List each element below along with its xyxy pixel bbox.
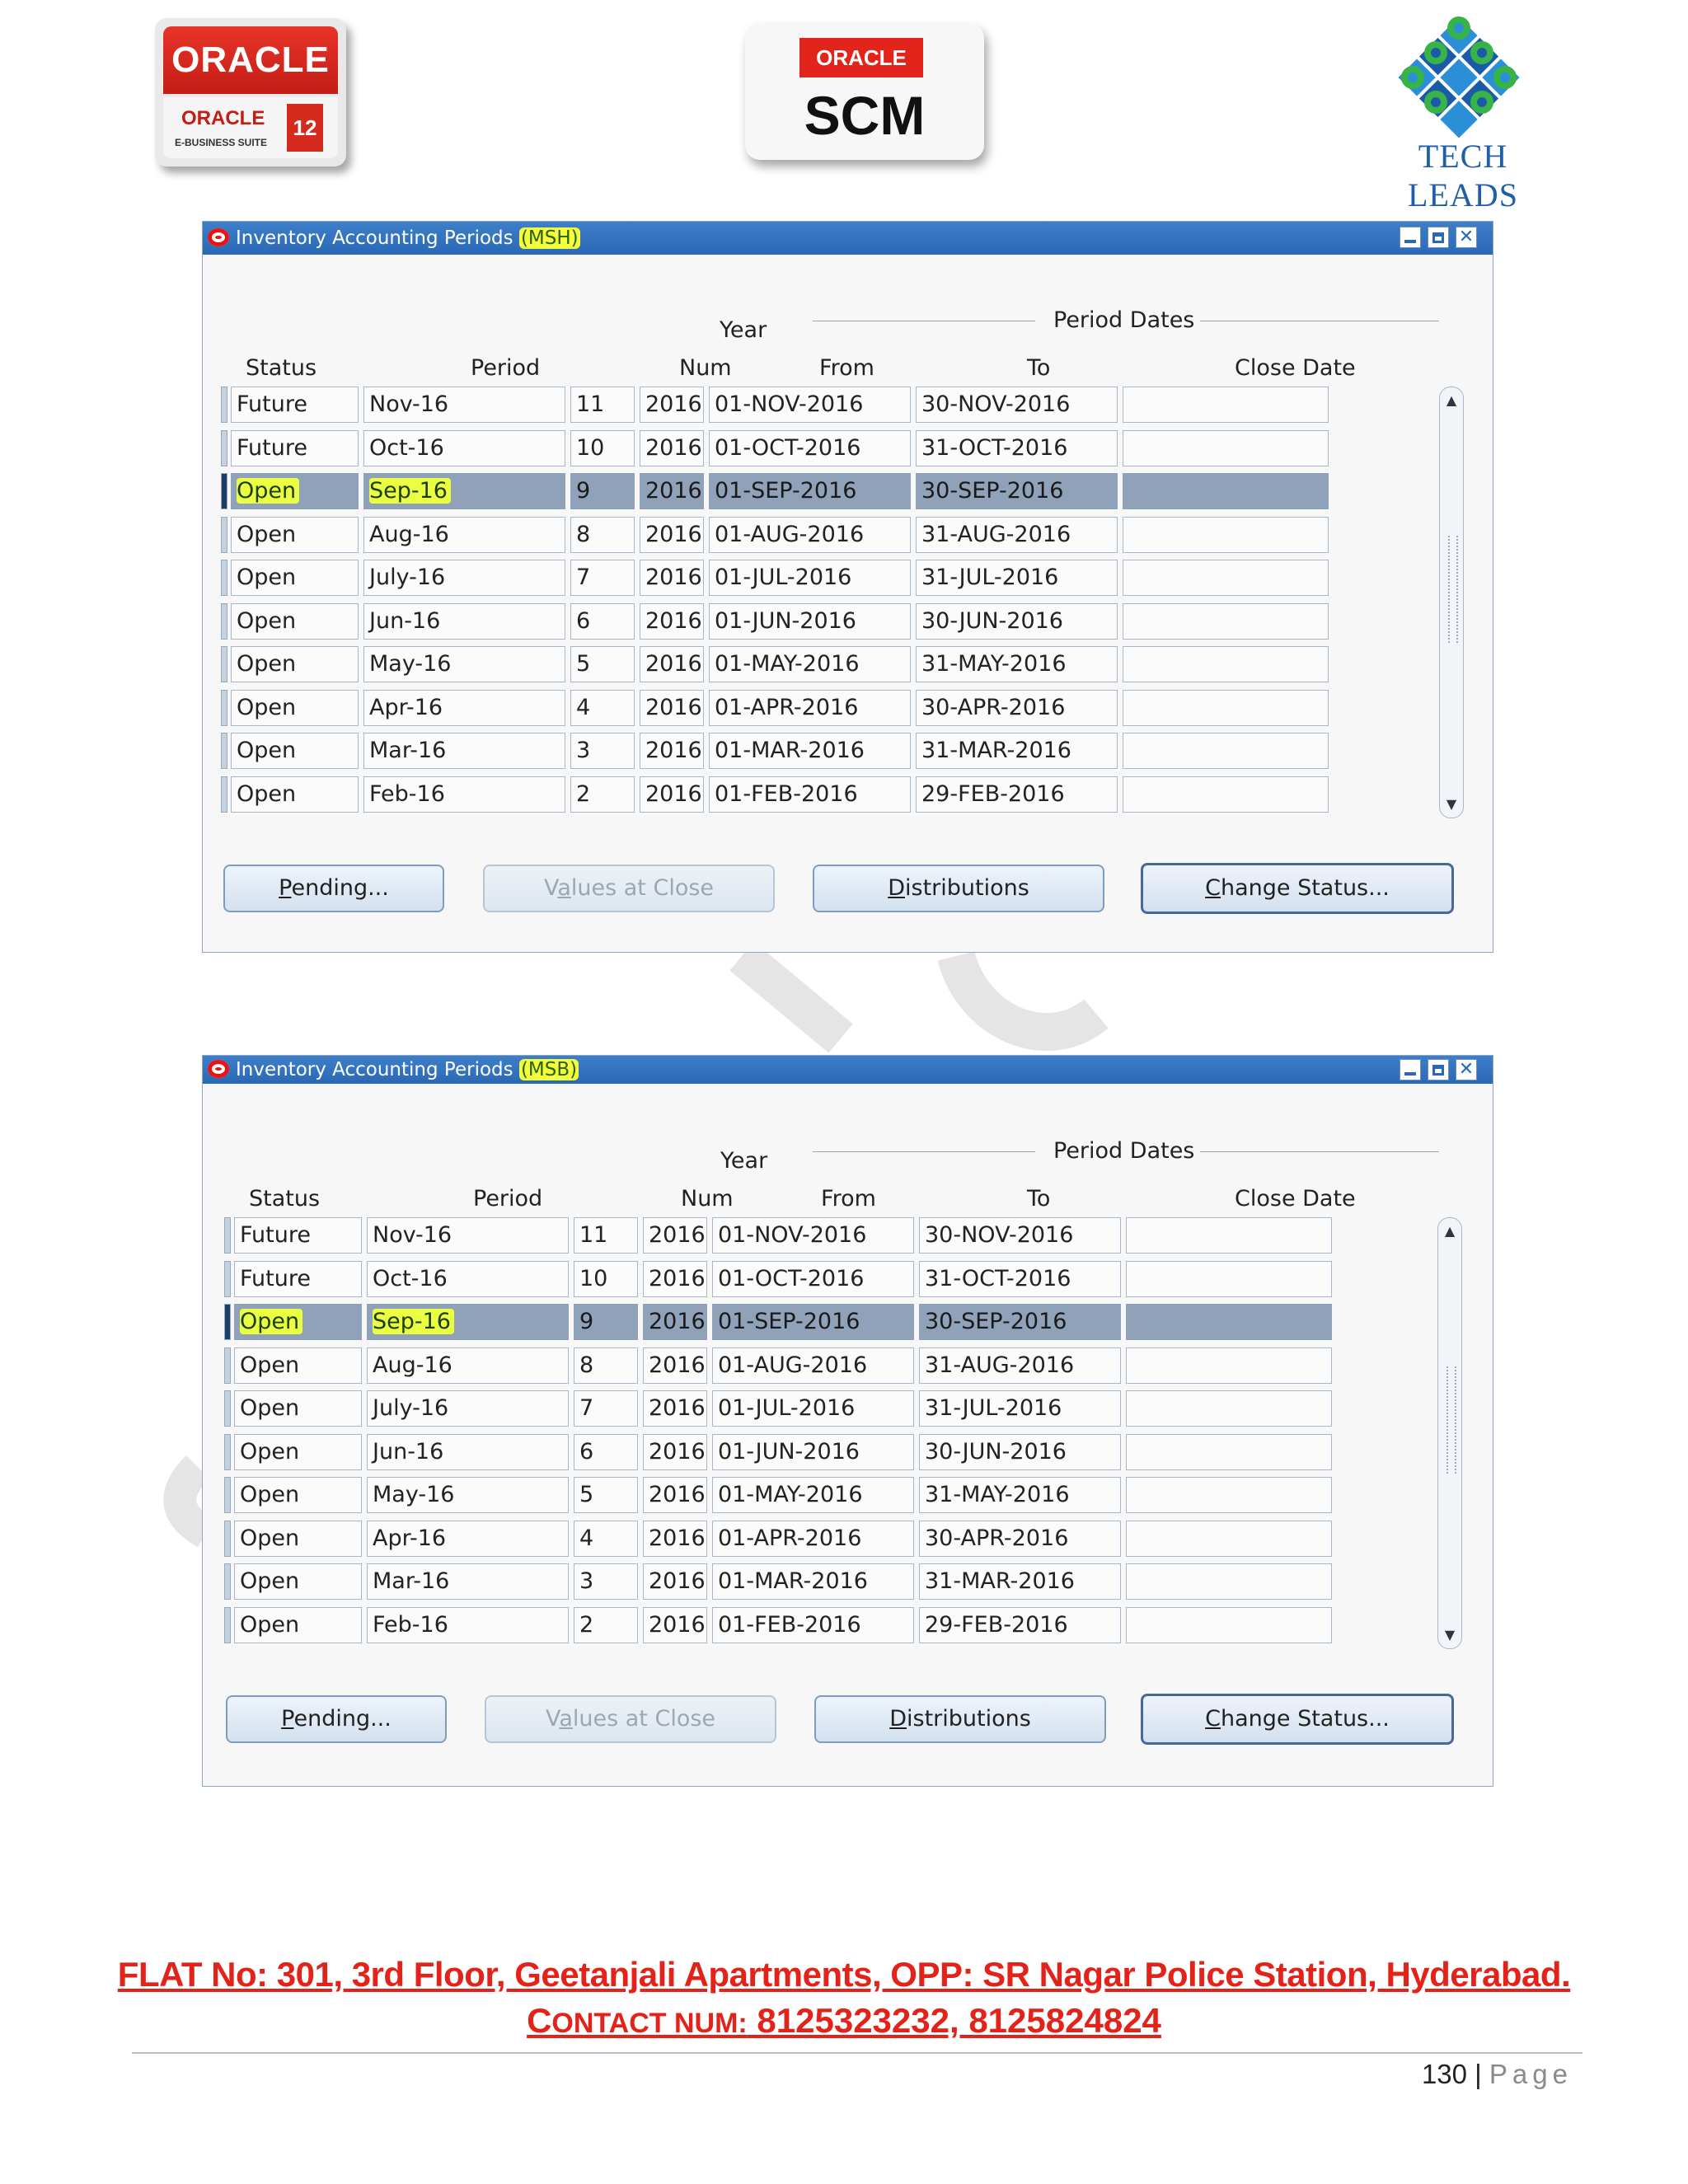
pending-button[interactable]: Pending...	[223, 865, 444, 912]
num-cell[interactable]: 2	[574, 1607, 638, 1643]
to-cell[interactable]: 30-NOV-2016	[919, 1217, 1121, 1254]
status-cell[interactable]: Open	[231, 517, 359, 553]
close-cell[interactable]	[1123, 560, 1329, 596]
table-row[interactable]	[224, 1261, 1447, 1299]
org-code-highlight: (MSB)	[520, 1059, 578, 1080]
year-cell[interactable]: 2016	[640, 430, 704, 466]
table-scrollbar[interactable]	[1439, 387, 1464, 818]
minimize-icon[interactable]	[1400, 1059, 1421, 1080]
close-cell[interactable]	[1123, 473, 1329, 509]
to-cell[interactable]: 31-MAR-2016	[916, 733, 1118, 769]
year-cell[interactable]: 2016	[643, 1521, 707, 1557]
to-cell[interactable]: 31-MAY-2016	[916, 646, 1118, 682]
table-row[interactable]	[224, 1304, 1447, 1342]
num-cell[interactable]: 10	[570, 430, 635, 466]
status-column-header: Status	[249, 1186, 321, 1212]
table-row[interactable]	[224, 1477, 1447, 1515]
num-cell[interactable]: 7	[570, 560, 635, 596]
close-cell[interactable]	[1123, 690, 1329, 726]
period-cell[interactable]: Feb-16	[363, 776, 565, 813]
year-cell[interactable]: 2016	[643, 1217, 707, 1254]
to-cell[interactable]: 30-APR-2016	[919, 1521, 1121, 1557]
close-cell[interactable]	[1126, 1434, 1332, 1470]
status-cell[interactable]: Open	[234, 1607, 362, 1643]
to-cell[interactable]: 31-MAR-2016	[919, 1563, 1121, 1600]
to-cell[interactable]: 30-APR-2016	[916, 690, 1118, 726]
period-cell[interactable]: May-16	[367, 1477, 569, 1513]
distributions-button[interactable]: Distributions	[814, 1695, 1106, 1743]
period-cell[interactable]: Aug-16	[363, 517, 565, 553]
to-cell[interactable]: 30-JUN-2016	[919, 1434, 1121, 1470]
org-code-highlight: (MSH)	[520, 227, 579, 249]
close-icon[interactable]: ✕	[1456, 227, 1477, 248]
table-row[interactable]	[224, 1347, 1447, 1385]
from-column-header: From	[819, 355, 874, 381]
from-cell[interactable]: 01-OCT-2016	[712, 1261, 914, 1297]
period-dates-line-left	[813, 1151, 1035, 1152]
minimize-icon[interactable]	[1400, 227, 1421, 248]
close-cell[interactable]	[1123, 603, 1329, 640]
table-row[interactable]	[224, 1563, 1447, 1601]
to-cell[interactable]: 29-FEB-2016	[916, 776, 1118, 813]
period-cell[interactable]: Apr-16	[367, 1521, 569, 1557]
num-cell[interactable]: 7	[574, 1390, 638, 1427]
period-dates-label: Period Dates	[1053, 307, 1195, 333]
row-selector[interactable]	[224, 1521, 231, 1557]
num-cell[interactable]: 2	[570, 776, 635, 813]
to-cell[interactable]: 30-SEP-2016	[916, 473, 1118, 509]
table-scrollbar[interactable]	[1437, 1217, 1462, 1649]
close-cell[interactable]	[1123, 776, 1329, 813]
year-cell[interactable]: 2016	[643, 1434, 707, 1470]
table-row[interactable]	[221, 517, 1443, 555]
year-group-label: Year	[720, 317, 767, 343]
close-cell[interactable]	[1126, 1304, 1332, 1340]
scm-oracle-badge: ORACLE	[799, 38, 923, 77]
close-cell[interactable]	[1126, 1477, 1332, 1513]
tech-leads-diamond-icon	[1360, 15, 1558, 138]
status-cell[interactable]: Future	[234, 1261, 362, 1297]
oracle-logo-subtext: ORACLE	[181, 107, 265, 129]
row-selector[interactable]	[221, 603, 227, 640]
row-selector[interactable]	[224, 1347, 231, 1384]
status-column-header: Status	[246, 355, 317, 381]
year-cell[interactable]: 2016	[640, 603, 704, 640]
scm-logo-text: SCM	[804, 85, 926, 146]
status-cell[interactable]: Future	[231, 430, 359, 466]
oracle-logo-text: ORACLE	[163, 26, 338, 94]
from-column-header: From	[821, 1186, 876, 1212]
change-status-button[interactable]: Change Status...	[1141, 1694, 1454, 1745]
table-row[interactable]	[221, 603, 1443, 641]
period-cell[interactable]: July-16	[363, 560, 565, 596]
table-row[interactable]	[224, 1217, 1447, 1255]
num-cell[interactable]: 3	[570, 733, 635, 769]
year-group-label: Year	[720, 1148, 768, 1174]
num-cell[interactable]: 6	[574, 1434, 638, 1470]
num-cell[interactable]: 11	[570, 387, 635, 423]
table-row[interactable]	[221, 387, 1443, 424]
year-cell[interactable]: 2016	[643, 1563, 707, 1600]
num-column-header: Num	[679, 355, 732, 381]
period-cell[interactable]: Mar-16	[367, 1563, 569, 1600]
from-cell[interactable]: 01-JUN-2016	[712, 1434, 914, 1470]
table-row[interactable]	[221, 776, 1443, 814]
status-cell[interactable]: Open	[234, 1563, 362, 1600]
from-cell[interactable]: 01-APR-2016	[712, 1521, 914, 1557]
from-cell[interactable]: 01-MAR-2016	[709, 733, 911, 769]
period-cell[interactable]: Aug-16	[367, 1347, 569, 1384]
from-cell[interactable]: 01-AUG-2016	[712, 1347, 914, 1384]
year-cell[interactable]: 2016	[643, 1261, 707, 1297]
table-row[interactable]	[221, 473, 1443, 511]
row-selector[interactable]	[221, 690, 227, 726]
close-cell[interactable]	[1126, 1607, 1332, 1643]
to-column-header: To	[1027, 355, 1051, 381]
num-cell[interactable]: 6	[570, 603, 635, 640]
period-dates-label: Period Dates	[1053, 1138, 1195, 1164]
status-cell[interactable]: Open	[234, 1521, 362, 1557]
footer-divider	[132, 2052, 1582, 2054]
table-row[interactable]	[221, 430, 1443, 468]
from-cell[interactable]: 01-OCT-2016	[709, 430, 911, 466]
from-cell[interactable]: 01-SEP-2016	[712, 1304, 914, 1340]
num-cell[interactable]: 9	[570, 473, 635, 509]
to-cell[interactable]: 30-SEP-2016	[919, 1304, 1121, 1340]
from-cell[interactable]: 01-AUG-2016	[709, 517, 911, 553]
tech-leads-text: TECH LEADS	[1408, 138, 1518, 213]
maximize-icon[interactable]	[1428, 227, 1449, 248]
oracle-window-icon	[208, 1060, 229, 1078]
footer-address: FLAT No: 301, 3rd Floor, Geetanjali Apartments, OPP: SR Nagar Police Station, Hyderabad.	[117, 1955, 1571, 1994]
scroll-down-icon[interactable]: ▼	[1446, 796, 1457, 812]
window-title: Inventory Accounting Periods (MSH)	[236, 227, 579, 249]
table-row[interactable]	[221, 560, 1443, 598]
num-cell[interactable]: 5	[574, 1477, 638, 1513]
row-selector[interactable]	[224, 1217, 231, 1254]
num-cell[interactable]: 3	[574, 1563, 638, 1600]
row-selector[interactable]	[224, 1607, 231, 1643]
year-cell[interactable]: 2016	[640, 646, 704, 682]
row-selector[interactable]	[224, 1390, 231, 1427]
close-cell[interactable]	[1126, 1390, 1332, 1427]
num-cell[interactable]: 8	[574, 1347, 638, 1384]
change-status-button[interactable]: Change Status...	[1141, 863, 1454, 914]
status-cell[interactable]: Open	[231, 733, 359, 769]
period-cell[interactable]: Apr-16	[363, 690, 565, 726]
period-cell[interactable]: Nov-16	[363, 387, 565, 423]
from-cell[interactable]: 01-FEB-2016	[712, 1607, 914, 1643]
tech-leads-logo	[1360, 15, 1558, 213]
from-cell[interactable]: 01-MAY-2016	[709, 646, 911, 682]
status-cell[interactable]: Open	[234, 1390, 362, 1427]
from-cell[interactable]: 01-JUN-2016	[709, 603, 911, 640]
window-title: Inventory Accounting Periods (MSB)	[236, 1059, 578, 1080]
num-cell[interactable]: 8	[570, 517, 635, 553]
row-selector[interactable]	[221, 430, 227, 466]
period-cell[interactable]: Mar-16	[363, 733, 565, 769]
row-selector[interactable]	[221, 517, 227, 553]
status-cell[interactable]: Open	[234, 1477, 362, 1513]
scroll-down-icon[interactable]: ▼	[1444, 1627, 1456, 1643]
num-column-header: Num	[681, 1186, 734, 1212]
scroll-up-icon[interactable]: ▲	[1444, 1223, 1456, 1239]
scroll-up-icon[interactable]: ▲	[1446, 392, 1457, 408]
close-cell[interactable]	[1123, 733, 1329, 769]
year-cell[interactable]: 2016	[640, 776, 704, 813]
year-cell[interactable]: 2016	[640, 733, 704, 769]
num-cell[interactable]: 4	[574, 1521, 638, 1557]
year-cell[interactable]: 2016	[640, 387, 704, 423]
close-cell[interactable]	[1126, 1521, 1332, 1557]
period-cell[interactable]: Oct-16	[363, 430, 565, 466]
from-cell[interactable]: 01-FEB-2016	[709, 776, 911, 813]
oracle-scm-logo	[745, 23, 984, 160]
period-column-header: Period	[473, 1186, 543, 1212]
oracle-ebs-logo	[155, 18, 346, 166]
close-icon[interactable]: ✕	[1456, 1059, 1477, 1080]
row-selector[interactable]	[221, 387, 227, 423]
year-cell[interactable]: 2016	[643, 1347, 707, 1384]
table-row[interactable]	[224, 1390, 1447, 1428]
close-cell[interactable]	[1126, 1217, 1332, 1254]
period-cell[interactable]: Jun-16	[363, 603, 565, 640]
from-cell[interactable]: 01-JUL-2016	[709, 560, 911, 596]
inventory-accounting-periods-window-msh	[202, 221, 1493, 953]
status-cell[interactable]: Future	[231, 387, 359, 423]
maximize-icon[interactable]	[1428, 1059, 1449, 1080]
table-row[interactable]	[221, 690, 1443, 728]
window-titlebar[interactable]	[203, 222, 1493, 255]
row-selector[interactable]	[221, 473, 227, 509]
period-cell[interactable]: Sep-16	[367, 1304, 569, 1340]
row-selector[interactable]	[221, 560, 227, 596]
status-cell[interactable]: Open	[231, 560, 359, 596]
num-cell[interactable]: 9	[574, 1304, 638, 1340]
to-cell[interactable]: 31-OCT-2016	[916, 430, 1118, 466]
to-cell[interactable]: 31-OCT-2016	[919, 1261, 1121, 1297]
to-cell[interactable]: 31-JUL-2016	[916, 560, 1118, 596]
scroll-grip-icon[interactable]	[1447, 1366, 1456, 1474]
window-titlebar[interactable]	[203, 1056, 1493, 1084]
to-cell[interactable]: 29-FEB-2016	[919, 1607, 1121, 1643]
to-cell[interactable]: 31-AUG-2016	[919, 1347, 1121, 1384]
row-selector[interactable]	[224, 1261, 231, 1297]
status-cell[interactable]: Open	[231, 646, 359, 682]
to-cell[interactable]: 31-AUG-2016	[916, 517, 1118, 553]
status-cell[interactable]: Open	[231, 776, 359, 813]
from-cell[interactable]: 01-APR-2016	[709, 690, 911, 726]
values-at-close-button[interactable]: Values at Close	[485, 1695, 776, 1743]
row-selector[interactable]	[221, 776, 227, 813]
ebs-logo-text: E-BUSINESS SUITE	[175, 137, 268, 148]
pending-button[interactable]: Pending...	[226, 1695, 447, 1743]
status-cell[interactable]: Open	[234, 1347, 362, 1384]
status-cell[interactable]: Open	[231, 690, 359, 726]
num-cell[interactable]: 5	[570, 646, 635, 682]
table-row[interactable]	[224, 1607, 1447, 1645]
from-cell[interactable]: 01-SEP-2016	[709, 473, 911, 509]
period-cell[interactable]: Nov-16	[367, 1217, 569, 1254]
close-cell[interactable]	[1126, 1261, 1332, 1297]
close-cell[interactable]	[1123, 646, 1329, 682]
status-cell[interactable]: Open	[231, 473, 359, 509]
year-cell[interactable]: 2016	[640, 560, 704, 596]
num-cell[interactable]: 4	[570, 690, 635, 726]
period-column-header: Period	[471, 355, 541, 381]
from-cell[interactable]: 01-NOV-2016	[712, 1217, 914, 1254]
values-at-close-button[interactable]: Values at Close	[483, 865, 775, 912]
year-cell[interactable]: 2016	[643, 1607, 707, 1643]
close-cell[interactable]	[1123, 430, 1329, 466]
period-cell[interactable]: Jun-16	[367, 1434, 569, 1470]
table-row[interactable]	[221, 733, 1443, 771]
scroll-grip-icon[interactable]	[1448, 536, 1458, 643]
table-row[interactable]	[224, 1521, 1447, 1558]
r12-badge: 12	[287, 104, 323, 152]
distributions-button[interactable]: Distributions	[813, 865, 1104, 912]
close-date-column-header: Close Date	[1235, 355, 1356, 381]
inventory-accounting-periods-window-msb	[202, 1055, 1493, 1787]
close-cell[interactable]	[1123, 387, 1329, 423]
page-number: 130 | Page	[1421, 2059, 1573, 2089]
status-cell[interactable]: Open	[231, 603, 359, 640]
from-cell[interactable]: 01-MAY-2016	[712, 1477, 914, 1513]
year-cell[interactable]: 2016	[640, 473, 704, 509]
year-cell[interactable]: 2016	[643, 1304, 707, 1340]
oracle-window-icon	[208, 228, 229, 246]
table-row[interactable]	[221, 646, 1443, 684]
close-cell[interactable]	[1126, 1563, 1332, 1600]
row-selector[interactable]	[224, 1477, 231, 1513]
to-column-header: To	[1027, 1186, 1051, 1212]
year-cell[interactable]: 2016	[643, 1477, 707, 1513]
footer-contact: CONTACT NUM: 8125323232, 8125824824	[527, 2001, 1161, 2040]
row-selector[interactable]	[221, 646, 227, 682]
row-selector[interactable]	[224, 1434, 231, 1470]
num-cell[interactable]: 10	[574, 1261, 638, 1297]
year-cell[interactable]: 2016	[640, 517, 704, 553]
close-date-column-header: Close Date	[1235, 1186, 1356, 1212]
close-cell[interactable]	[1123, 517, 1329, 553]
from-cell[interactable]: 01-NOV-2016	[709, 387, 911, 423]
table-row[interactable]	[224, 1434, 1447, 1472]
year-cell[interactable]: 2016	[643, 1390, 707, 1427]
to-cell[interactable]: 30-NOV-2016	[916, 387, 1118, 423]
row-selector[interactable]	[221, 733, 227, 769]
status-cell[interactable]: Future	[234, 1217, 362, 1254]
row-selector[interactable]	[224, 1563, 231, 1600]
period-cell[interactable]: May-16	[363, 646, 565, 682]
row-selector[interactable]	[224, 1304, 231, 1340]
to-cell[interactable]: 31-MAY-2016	[919, 1477, 1121, 1513]
period-cell[interactable]: July-16	[367, 1390, 569, 1427]
num-cell[interactable]: 11	[574, 1217, 638, 1254]
to-cell[interactable]: 31-JUL-2016	[919, 1390, 1121, 1427]
status-cell[interactable]: Open	[234, 1434, 362, 1470]
close-cell[interactable]	[1126, 1347, 1332, 1384]
to-cell[interactable]: 30-JUN-2016	[916, 603, 1118, 640]
from-cell[interactable]: 01-JUL-2016	[712, 1390, 914, 1427]
period-cell[interactable]: Sep-16	[363, 473, 565, 509]
from-cell[interactable]: 01-MAR-2016	[712, 1563, 914, 1600]
period-dates-line-right	[1200, 1151, 1439, 1152]
period-cell[interactable]: Feb-16	[367, 1607, 569, 1643]
year-cell[interactable]: 2016	[640, 690, 704, 726]
status-cell[interactable]: Open	[234, 1304, 362, 1340]
period-cell[interactable]: Oct-16	[367, 1261, 569, 1297]
